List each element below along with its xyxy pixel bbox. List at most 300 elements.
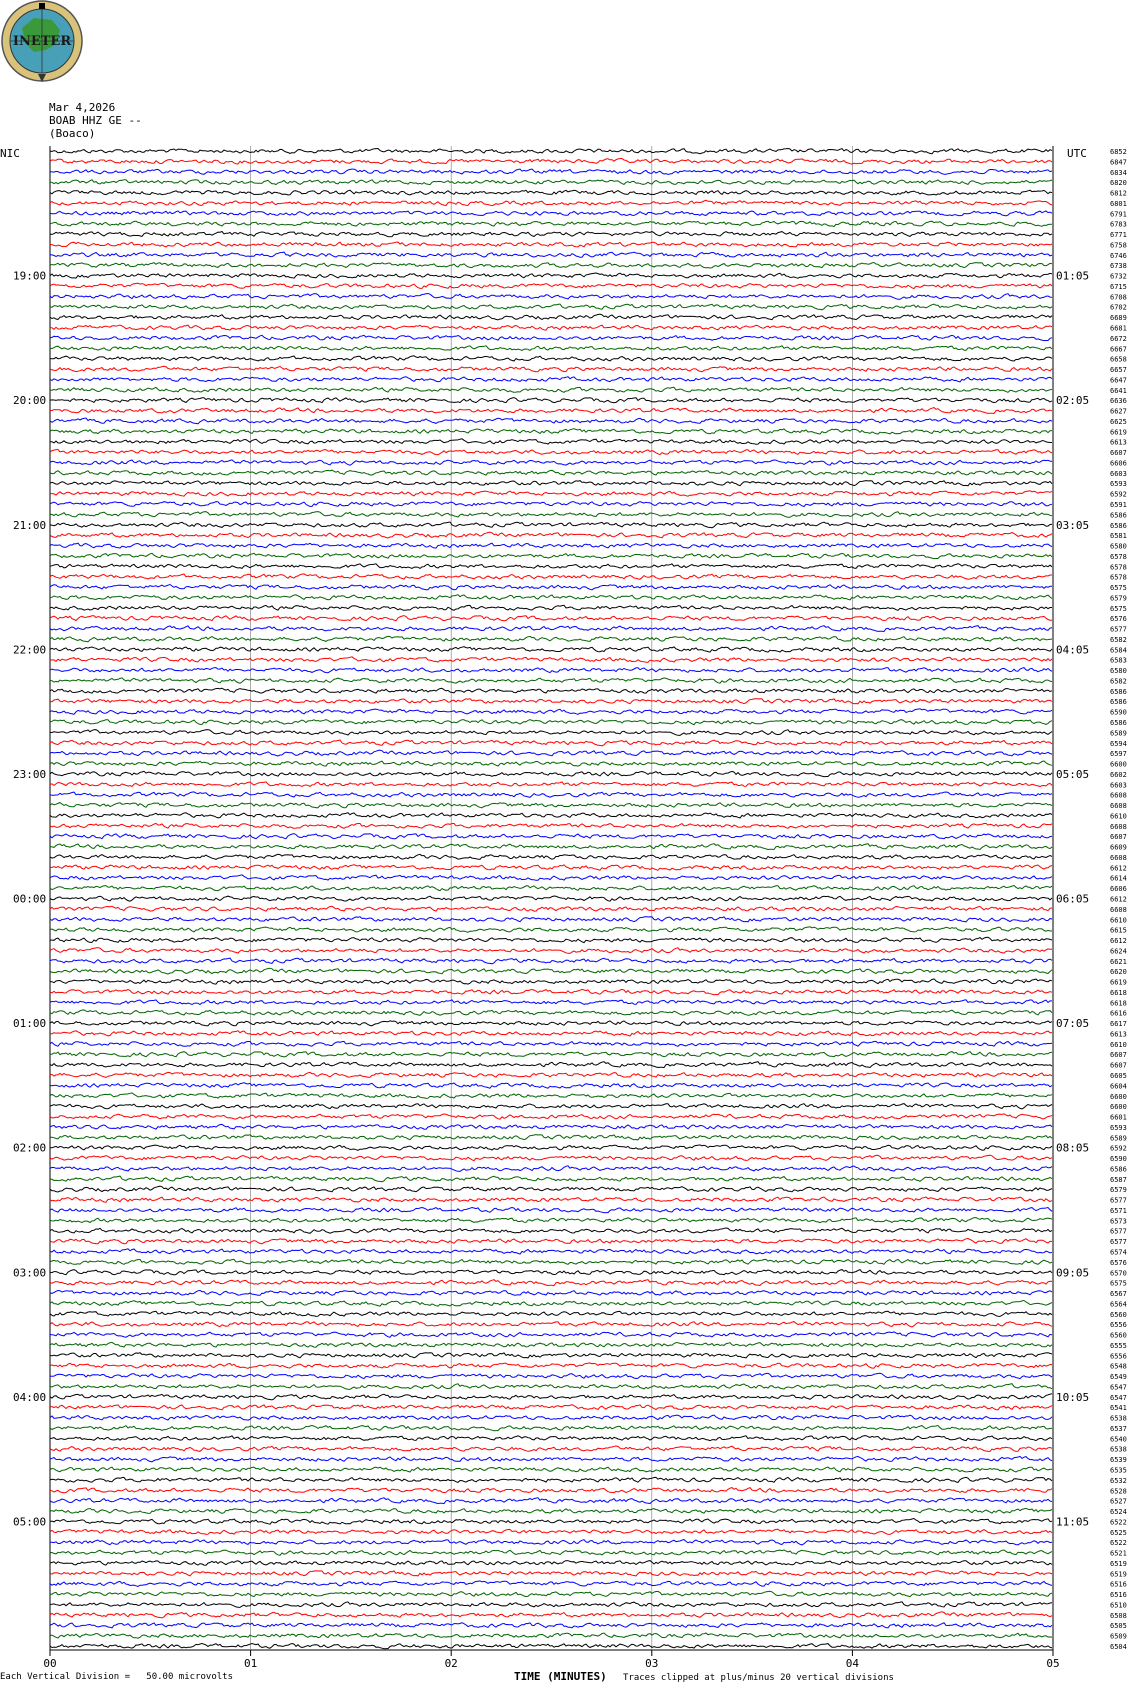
trace-line: [50, 813, 1052, 818]
x-tick-label: 00: [43, 1657, 57, 1670]
row-value-label: 6590: [1110, 1155, 1127, 1164]
row-value-label: 6537: [1110, 1424, 1127, 1433]
trace-line: [50, 585, 1052, 590]
trace-line: [50, 1456, 1052, 1461]
row-value-label: 6589: [1110, 729, 1127, 738]
right-timezone-label: UTC: [1067, 147, 1087, 160]
clip-note: Traces clipped at plus/minus 20 vertical divisions: [623, 1673, 894, 1683]
trace-line: [50, 522, 1052, 528]
row-value-label: 6604: [1110, 1082, 1127, 1091]
trace-line: [50, 232, 1052, 237]
left-hour-label: 02:00: [13, 1141, 47, 1155]
trace-line: [50, 1644, 1052, 1649]
trace-line: [50, 958, 1052, 964]
trace-line: [50, 740, 1052, 746]
row-value-label: 6746: [1110, 251, 1127, 260]
trace-line: [50, 1446, 1052, 1451]
scale-note: Each Vertical Division = 50.00 microvolts: [0, 1672, 233, 1682]
trace-line: [50, 149, 1052, 154]
row-value-label: 6578: [1110, 563, 1127, 572]
trace-line: [50, 429, 1052, 435]
x-tick-label: 05: [1046, 1657, 1060, 1670]
row-value-label: 6528: [1110, 1487, 1127, 1496]
trace-line: [50, 834, 1052, 839]
trace-line: [50, 1477, 1052, 1482]
row-value-label: 6619: [1110, 978, 1127, 987]
trace-line: [50, 1519, 1052, 1525]
row-value-label: 6547: [1110, 1383, 1127, 1392]
row-value-label: 6580: [1110, 542, 1127, 551]
row-value-label: 6577: [1110, 1196, 1127, 1205]
trace-line: [50, 761, 1052, 766]
trace-line: [50, 668, 1052, 673]
row-value-label: 6847: [1110, 158, 1127, 167]
trace-line: [50, 294, 1052, 300]
row-value-label: 6609: [1110, 843, 1127, 852]
trace-line: [50, 865, 1052, 871]
right-hour-label: 03:05: [1056, 518, 1090, 532]
trace-line: [50, 1633, 1052, 1638]
trace-line: [50, 803, 1052, 808]
trace-line: [50, 886, 1052, 891]
trace-line: [50, 699, 1052, 704]
row-value-label: 6607: [1110, 1061, 1127, 1070]
row-value-label: 6702: [1110, 303, 1127, 312]
trace-line: [50, 688, 1052, 693]
row-value-label: 6715: [1110, 282, 1127, 291]
trace-line: [50, 1083, 1052, 1089]
trace-line: [50, 989, 1052, 994]
trace-line: [50, 1197, 1052, 1202]
trace-line: [50, 1208, 1052, 1213]
row-value-label: 6590: [1110, 708, 1127, 717]
trace-line: [50, 1000, 1052, 1005]
row-value-label: 6580: [1110, 667, 1127, 676]
row-value-label: 6619: [1110, 428, 1127, 437]
trace-line: [50, 1353, 1052, 1358]
row-value-label: 6621: [1110, 957, 1127, 966]
trace-line: [50, 1332, 1052, 1338]
trace-line: [50, 450, 1052, 455]
row-value-label: 6624: [1110, 947, 1127, 956]
trace-line: [50, 1145, 1052, 1150]
row-value-label: 6657: [1110, 366, 1127, 375]
trace-line: [50, 896, 1052, 901]
trace-line: [50, 1612, 1052, 1618]
row-value-label: 6586: [1110, 687, 1127, 696]
station-label: BOAB HHZ GE --: [49, 114, 142, 127]
trace-line: [50, 283, 1052, 288]
row-value-label: 6521: [1110, 1549, 1127, 1558]
row-value-label: 6608: [1110, 802, 1127, 811]
trace-line: [50, 1114, 1052, 1119]
trace-line: [50, 1488, 1052, 1493]
trace-line: [50, 875, 1052, 881]
row-value-label: 6681: [1110, 324, 1127, 333]
row-value-label: 6579: [1110, 594, 1127, 603]
row-value-label: 6538: [1110, 1414, 1127, 1423]
row-value-label: 6519: [1110, 1559, 1127, 1568]
row-value-label: 6578: [1110, 552, 1127, 561]
trace-line: [50, 626, 1052, 632]
trace-line: [50, 491, 1052, 496]
row-value-label: 6612: [1110, 895, 1127, 904]
trace-line: [50, 1249, 1052, 1254]
row-value-label: 6592: [1110, 490, 1127, 499]
trace-line: [50, 1270, 1052, 1275]
trace-line: [50, 948, 1052, 954]
left-hour-label: 04:00: [13, 1390, 47, 1404]
trace-line: [50, 1602, 1052, 1608]
row-value-label: 6618: [1110, 999, 1127, 1008]
trace-line: [50, 771, 1052, 776]
trace-line: [50, 792, 1052, 797]
row-value-label: 6618: [1110, 988, 1127, 997]
row-value-label: 6593: [1110, 480, 1127, 489]
row-value-label: 6540: [1110, 1435, 1127, 1444]
trace-line: [50, 1623, 1052, 1628]
row-value-label: 6582: [1110, 635, 1127, 644]
trace-line: [50, 1550, 1052, 1555]
trace-line: [50, 1467, 1052, 1472]
row-value-label: 6541: [1110, 1404, 1127, 1413]
trace-line: [50, 356, 1052, 361]
row-value-label: 6583: [1110, 656, 1127, 665]
trace-line: [50, 408, 1052, 414]
row-value-label: 6610: [1110, 812, 1127, 821]
row-value-label: 6732: [1110, 272, 1127, 281]
left-hour-label: 19:00: [13, 269, 47, 283]
row-value-label: 6783: [1110, 220, 1127, 229]
trace-line: [50, 844, 1052, 850]
logo-text: INETER: [12, 34, 72, 49]
right-hour-label: 05:05: [1056, 767, 1090, 781]
trace-line: [50, 1072, 1052, 1077]
row-value-label: 6602: [1110, 770, 1127, 779]
trace-line: [50, 1104, 1052, 1109]
row-value-label: 6570: [1110, 1269, 1127, 1278]
row-value-label: 6600: [1110, 1103, 1127, 1112]
row-value-label: 6606: [1110, 885, 1127, 894]
trace-line: [50, 1373, 1052, 1378]
row-value-label: 6586: [1110, 521, 1127, 530]
row-value-label: 6591: [1110, 500, 1127, 509]
trace-line: [50, 190, 1052, 195]
trace-line: [50, 1301, 1052, 1307]
trace-line: [50, 1166, 1052, 1172]
row-value-label: 6608: [1110, 822, 1127, 831]
row-value-label: 6509: [1110, 1632, 1127, 1641]
trace-line: [50, 1322, 1052, 1327]
right-hour-label: 06:05: [1056, 892, 1090, 906]
trace-line: [50, 1311, 1052, 1316]
trace-line: [50, 1363, 1052, 1368]
row-value-label: 6571: [1110, 1206, 1127, 1215]
trace-line: [50, 1155, 1052, 1160]
trace-line: [50, 1581, 1052, 1587]
row-value-label: 6574: [1110, 1248, 1127, 1257]
date-label: Mar 4,2026: [49, 101, 116, 114]
trace-line: [50, 1259, 1052, 1264]
trace-line: [50, 616, 1052, 621]
trace-line: [50, 709, 1052, 715]
trace-line: [50, 1415, 1052, 1420]
row-value-label: 6560: [1110, 1331, 1127, 1340]
row-value-label: 6606: [1110, 459, 1127, 468]
row-value-label: 6708: [1110, 293, 1127, 302]
trace-line: [50, 543, 1052, 548]
trace-line: [50, 1239, 1052, 1244]
trace-line: [50, 387, 1052, 392]
trace-line: [50, 1031, 1052, 1036]
x-tick-label: 01: [243, 1657, 258, 1670]
row-value-label: 6556: [1110, 1321, 1127, 1330]
trace-line: [50, 854, 1052, 859]
row-value-label: 6577: [1110, 1238, 1127, 1247]
trace-line: [50, 927, 1052, 933]
x-axis-title: TIME (MINUTES): [514, 1670, 607, 1683]
row-value-label: 6820: [1110, 179, 1127, 188]
row-value-label: 6586: [1110, 1165, 1127, 1174]
trace-line: [50, 325, 1052, 330]
row-value-label: 6603: [1110, 469, 1127, 478]
row-value-label: 6579: [1110, 1186, 1127, 1195]
trace-line: [50, 346, 1052, 351]
row-value-label: 6548: [1110, 1362, 1127, 1371]
trace-line: [50, 1280, 1052, 1286]
trace-line: [50, 730, 1052, 736]
row-value-label: 6617: [1110, 1020, 1127, 1029]
trace-line: [50, 968, 1052, 974]
trace-line: [50, 917, 1052, 922]
row-value-label: 6689: [1110, 314, 1127, 323]
trace-line: [50, 1529, 1052, 1534]
left-hour-label: 05:00: [13, 1515, 47, 1529]
trace-line: [50, 1010, 1052, 1015]
trace-line: [50, 1218, 1052, 1223]
row-value-label: 6636: [1110, 397, 1127, 406]
trace-line: [50, 1508, 1052, 1513]
row-value-label: 6532: [1110, 1476, 1127, 1485]
trace-line: [50, 1560, 1052, 1565]
trace-line: [50, 242, 1052, 247]
trace-line: [50, 335, 1052, 340]
row-value-label: 6610: [1110, 1040, 1127, 1049]
trace-line: [50, 1176, 1052, 1182]
row-value-label: 6522: [1110, 1539, 1127, 1548]
row-value-label: 6576: [1110, 1258, 1127, 1267]
trace-line: [50, 512, 1052, 518]
left-hour-label: 21:00: [13, 518, 47, 532]
row-value-label: 6672: [1110, 334, 1127, 343]
row-value-label: 6587: [1110, 1175, 1127, 1184]
row-value-label: 6577: [1110, 625, 1127, 634]
row-value-label: 6577: [1110, 1227, 1127, 1236]
trace-line: [50, 1394, 1052, 1400]
trace-line: [50, 1342, 1052, 1347]
row-value-label: 6801: [1110, 199, 1127, 208]
row-value-label: 6647: [1110, 376, 1127, 385]
trace-line: [50, 720, 1052, 725]
right-hour-label: 09:05: [1056, 1266, 1090, 1280]
row-value-label: 6620: [1110, 968, 1127, 977]
row-value-label: 6605: [1110, 1071, 1127, 1080]
trace-line: [50, 200, 1052, 205]
row-value-label: 6508: [1110, 1611, 1127, 1620]
row-value-label: 6522: [1110, 1518, 1127, 1527]
trace-line: [50, 180, 1052, 185]
trace-line: [50, 1186, 1052, 1192]
trace-line: [50, 1426, 1052, 1431]
left-hour-label: 00:00: [13, 892, 47, 906]
left-hour-label: 20:00: [13, 394, 47, 408]
row-value-label: 6586: [1110, 511, 1127, 520]
trace-line: [50, 532, 1052, 538]
trace-line: [50, 1093, 1052, 1099]
trace-line: [50, 657, 1052, 663]
row-value-label: 6641: [1110, 386, 1127, 395]
trace-line: [50, 1384, 1052, 1390]
trace-line: [50, 906, 1052, 911]
row-value-label: 6667: [1110, 345, 1127, 354]
x-tick-label: 04: [845, 1657, 860, 1670]
row-value-label: 6578: [1110, 573, 1127, 582]
trace-line: [50, 460, 1052, 465]
trace-line: [50, 782, 1052, 787]
trace-line: [50, 418, 1052, 424]
trace-line: [50, 502, 1052, 507]
trace-line: [50, 574, 1052, 579]
trace-line: [50, 366, 1052, 371]
trace-line: [50, 1062, 1052, 1068]
trace-line: [50, 1498, 1052, 1504]
trace-line: [50, 252, 1052, 257]
trace-line: [50, 211, 1052, 216]
row-value-label: 6614: [1110, 874, 1127, 883]
row-value-label: 6586: [1110, 698, 1127, 707]
right-hour-label: 04:05: [1056, 643, 1090, 657]
right-hour-label: 10:05: [1056, 1390, 1090, 1404]
trace-line: [50, 169, 1052, 174]
row-value-label: 6581: [1110, 532, 1127, 541]
trace-line: [50, 263, 1052, 269]
row-value-label: 6539: [1110, 1456, 1127, 1465]
row-value-label: 6601: [1110, 1113, 1127, 1122]
trace-line: [50, 553, 1052, 558]
left-hour-label: 01:00: [13, 1017, 47, 1031]
trace-line: [50, 470, 1052, 475]
location-label: (Boaco): [49, 127, 96, 140]
trace-line: [50, 1052, 1052, 1057]
row-value-label: 6576: [1110, 615, 1127, 624]
right-hour-label: 02:05: [1056, 394, 1090, 408]
row-value-label: 6607: [1110, 1051, 1127, 1060]
row-value-label: 6658: [1110, 355, 1127, 364]
trace-line: [50, 481, 1052, 486]
row-value-label: 6556: [1110, 1352, 1127, 1361]
row-value-label: 6549: [1110, 1373, 1127, 1382]
row-value-label: 6573: [1110, 1217, 1127, 1226]
trace-line: [50, 314, 1052, 320]
left-hour-label: 23:00: [13, 767, 47, 781]
trace-line: [50, 1571, 1052, 1576]
row-value-label: 6516: [1110, 1591, 1127, 1600]
row-value-label: 6567: [1110, 1290, 1127, 1299]
row-value-label: 6600: [1110, 1092, 1127, 1101]
trace-line: [50, 1041, 1052, 1046]
x-tick-label: 03: [645, 1657, 659, 1670]
row-value-label: 6584: [1110, 646, 1127, 655]
row-value-label: 6575: [1110, 584, 1127, 593]
trace-line: [50, 636, 1052, 642]
row-value-label: 6627: [1110, 407, 1127, 416]
trace-line: [50, 647, 1052, 652]
trace-line: [50, 564, 1052, 569]
row-value-label: 6608: [1110, 791, 1127, 800]
left-hour-label: 03:00: [13, 1266, 47, 1280]
trace-line: [50, 439, 1052, 445]
row-value-label: 6610: [1110, 916, 1127, 925]
row-value-label: 6586: [1110, 719, 1127, 728]
left-timezone-label: NIC: [0, 147, 20, 160]
row-value-label: 6575: [1110, 1279, 1127, 1288]
trace-line: [50, 595, 1052, 600]
row-value-label: 6560: [1110, 1310, 1127, 1319]
trace-line: [50, 1405, 1052, 1410]
right-hour-label: 08:05: [1056, 1141, 1090, 1155]
row-value-label: 6504: [1110, 1643, 1127, 1651]
row-value-label: 6608: [1110, 905, 1127, 914]
x-tick-label: 02: [444, 1657, 458, 1670]
trace-line: [50, 1591, 1052, 1596]
row-value-label: 6608: [1110, 853, 1127, 862]
trace-line: [50, 1436, 1052, 1441]
row-value-label: 6615: [1110, 926, 1127, 935]
trace-line: [50, 304, 1052, 310]
row-value-label: 6519: [1110, 1570, 1127, 1579]
trace-line: [50, 1135, 1052, 1140]
row-value-label: 6538: [1110, 1445, 1127, 1454]
row-value-label: 6594: [1110, 739, 1127, 748]
row-value-label: 6738: [1110, 262, 1127, 271]
row-value-label: 6525: [1110, 1528, 1127, 1537]
row-value-label: 6607: [1110, 833, 1127, 842]
row-value-label: 6616: [1110, 1009, 1127, 1018]
row-value-label: 6505: [1110, 1622, 1127, 1631]
trace-line: [50, 1021, 1052, 1026]
trace-line: [50, 678, 1052, 683]
row-value-label: 6612: [1110, 864, 1127, 873]
row-value-label: 6852: [1110, 148, 1127, 156]
right-hour-label: 07:05: [1056, 1017, 1090, 1031]
row-value-label: 6612: [1110, 937, 1127, 946]
trace-line: [50, 1290, 1052, 1295]
row-value-label: 6607: [1110, 449, 1127, 458]
row-value-label: 6613: [1110, 1030, 1127, 1039]
row-value-label: 6524: [1110, 1508, 1127, 1517]
row-value-label: 6593: [1110, 1123, 1127, 1132]
row-value-label: 6535: [1110, 1466, 1127, 1475]
row-value-label: 6510: [1110, 1601, 1127, 1610]
row-value-label: 6812: [1110, 189, 1127, 198]
row-value-label: 6547: [1110, 1393, 1127, 1402]
trace-line: [50, 1540, 1052, 1545]
trace-line: [50, 398, 1052, 403]
row-value-label: 6527: [1110, 1497, 1127, 1506]
row-value-label: 6834: [1110, 168, 1127, 177]
trace-line: [50, 221, 1052, 226]
row-value-label: 6597: [1110, 750, 1127, 759]
